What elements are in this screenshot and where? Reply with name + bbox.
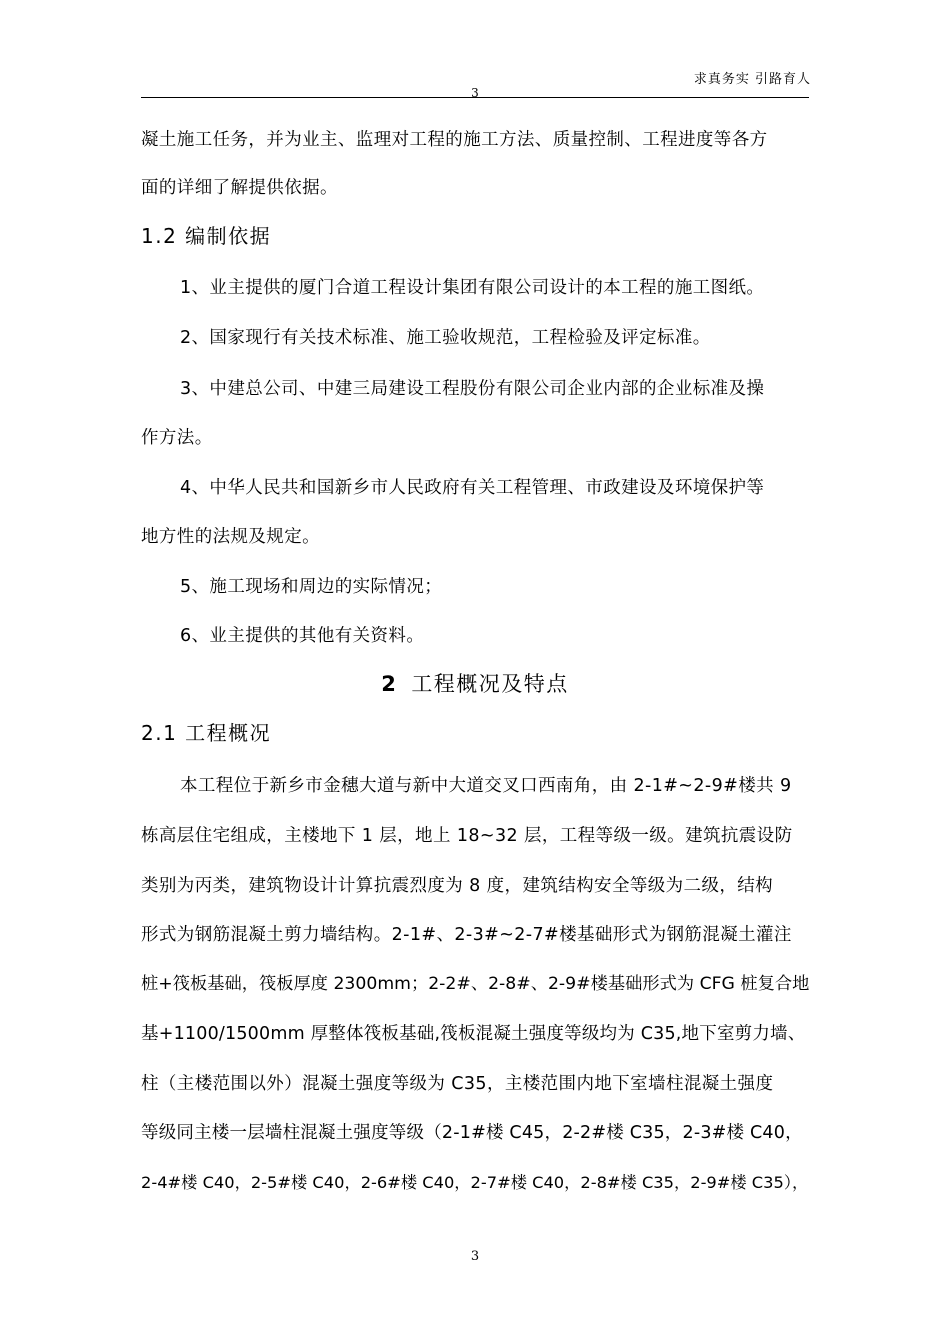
- overview-line-5: 桩+筏板基础，筏板厚度 2300mm；2-2#、2-8#、2-9#楼基础形式为 CFG 桩复合地: [141, 974, 810, 994]
- basis-item-3-cont: 作方法。: [141, 428, 213, 448]
- header-motto: 求真务实 引路育人: [693, 72, 811, 87]
- overview-line-8: 等级同主楼一层墙柱混凝土强度等级（2-1#楼 C45，2-2#楼 C35，2-3#楼 C40，: [141, 1123, 803, 1143]
- overview-line-6: 基+1100/1500mm 厚整体筏板基础,筏板混凝土强度等级均为 C35,地下室剪力墙、: [141, 1024, 806, 1044]
- chapter-2-heading: [0, 670, 950, 698]
- overview-line-1: 本工程位于新乡市金穗大道与新中大道交叉口西南角，由 2-1#~2-9#楼共 9: [180, 776, 792, 796]
- intro-line-1: 凝土施工任务，并为业主、监理对工程的施工方法、质量控制、工程进度等各方: [141, 130, 768, 150]
- overview-line-3: 类别为丙类，建筑物设计计算抗震烈度为 8 度，建筑结构安全等级为二级，结构: [141, 876, 774, 896]
- chapter-2-title: 工程概况及特点: [411, 672, 569, 696]
- basis-item-5: 5、施工现场和周边的实际情况；: [180, 577, 443, 597]
- overview-line-2: 栋高层住宅组成，主楼地下 1 层，地上 18~32 层，工程等级一级。建筑抗震设防: [141, 826, 793, 846]
- basis-item-3: 3、中建总公司、中建三局建设工程股份有限公司企业内部的企业标准及操: [180, 379, 765, 399]
- basis-item-1: 1、业主提供的厦门合道工程设计集团有限公司设计的本工程的施工图纸。: [180, 278, 765, 298]
- basis-item-4: 4、中华人民共和国新乡市人民政府有关工程管理、市政建设及环境保护等: [180, 478, 765, 498]
- header-page-number: 3: [471, 86, 479, 100]
- footer-page-number: 3: [470, 1249, 480, 1264]
- basis-item-6: 6、业主提供的其他有关资料。: [180, 626, 425, 646]
- overview-line-7: 柱（主楼范围以外）混凝土强度等级为 C35，主楼范围内地下室墙柱混凝土强度: [141, 1074, 774, 1094]
- basis-item-2: 2、国家现行有关技术标准、施工验收规范，工程检验及评定标准。: [180, 328, 711, 348]
- intro-line-2: 面的详细了解提供依据。: [141, 178, 338, 198]
- section-2-1-heading: 2.1 工程概况: [141, 721, 272, 745]
- overview-line-9: 2-4#楼 C40，2-5#楼 C40，2-6#楼 C40，2-7#楼 C40，2-8#楼 C35，2-9#楼 C35），: [141, 1173, 809, 1192]
- header-divider: [141, 97, 809, 98]
- overview-line-4: 形式为钢筋混凝土剪力墙结构。2-1#、2-3#~2-7#楼基础形式为钢筋混凝土灌注: [141, 925, 792, 945]
- basis-item-4-cont: 地方性的法规及规定。: [141, 527, 320, 547]
- chapter-2-number: 2: [381, 672, 398, 696]
- section-1-2-heading: 1.2 编制依据: [141, 224, 272, 248]
